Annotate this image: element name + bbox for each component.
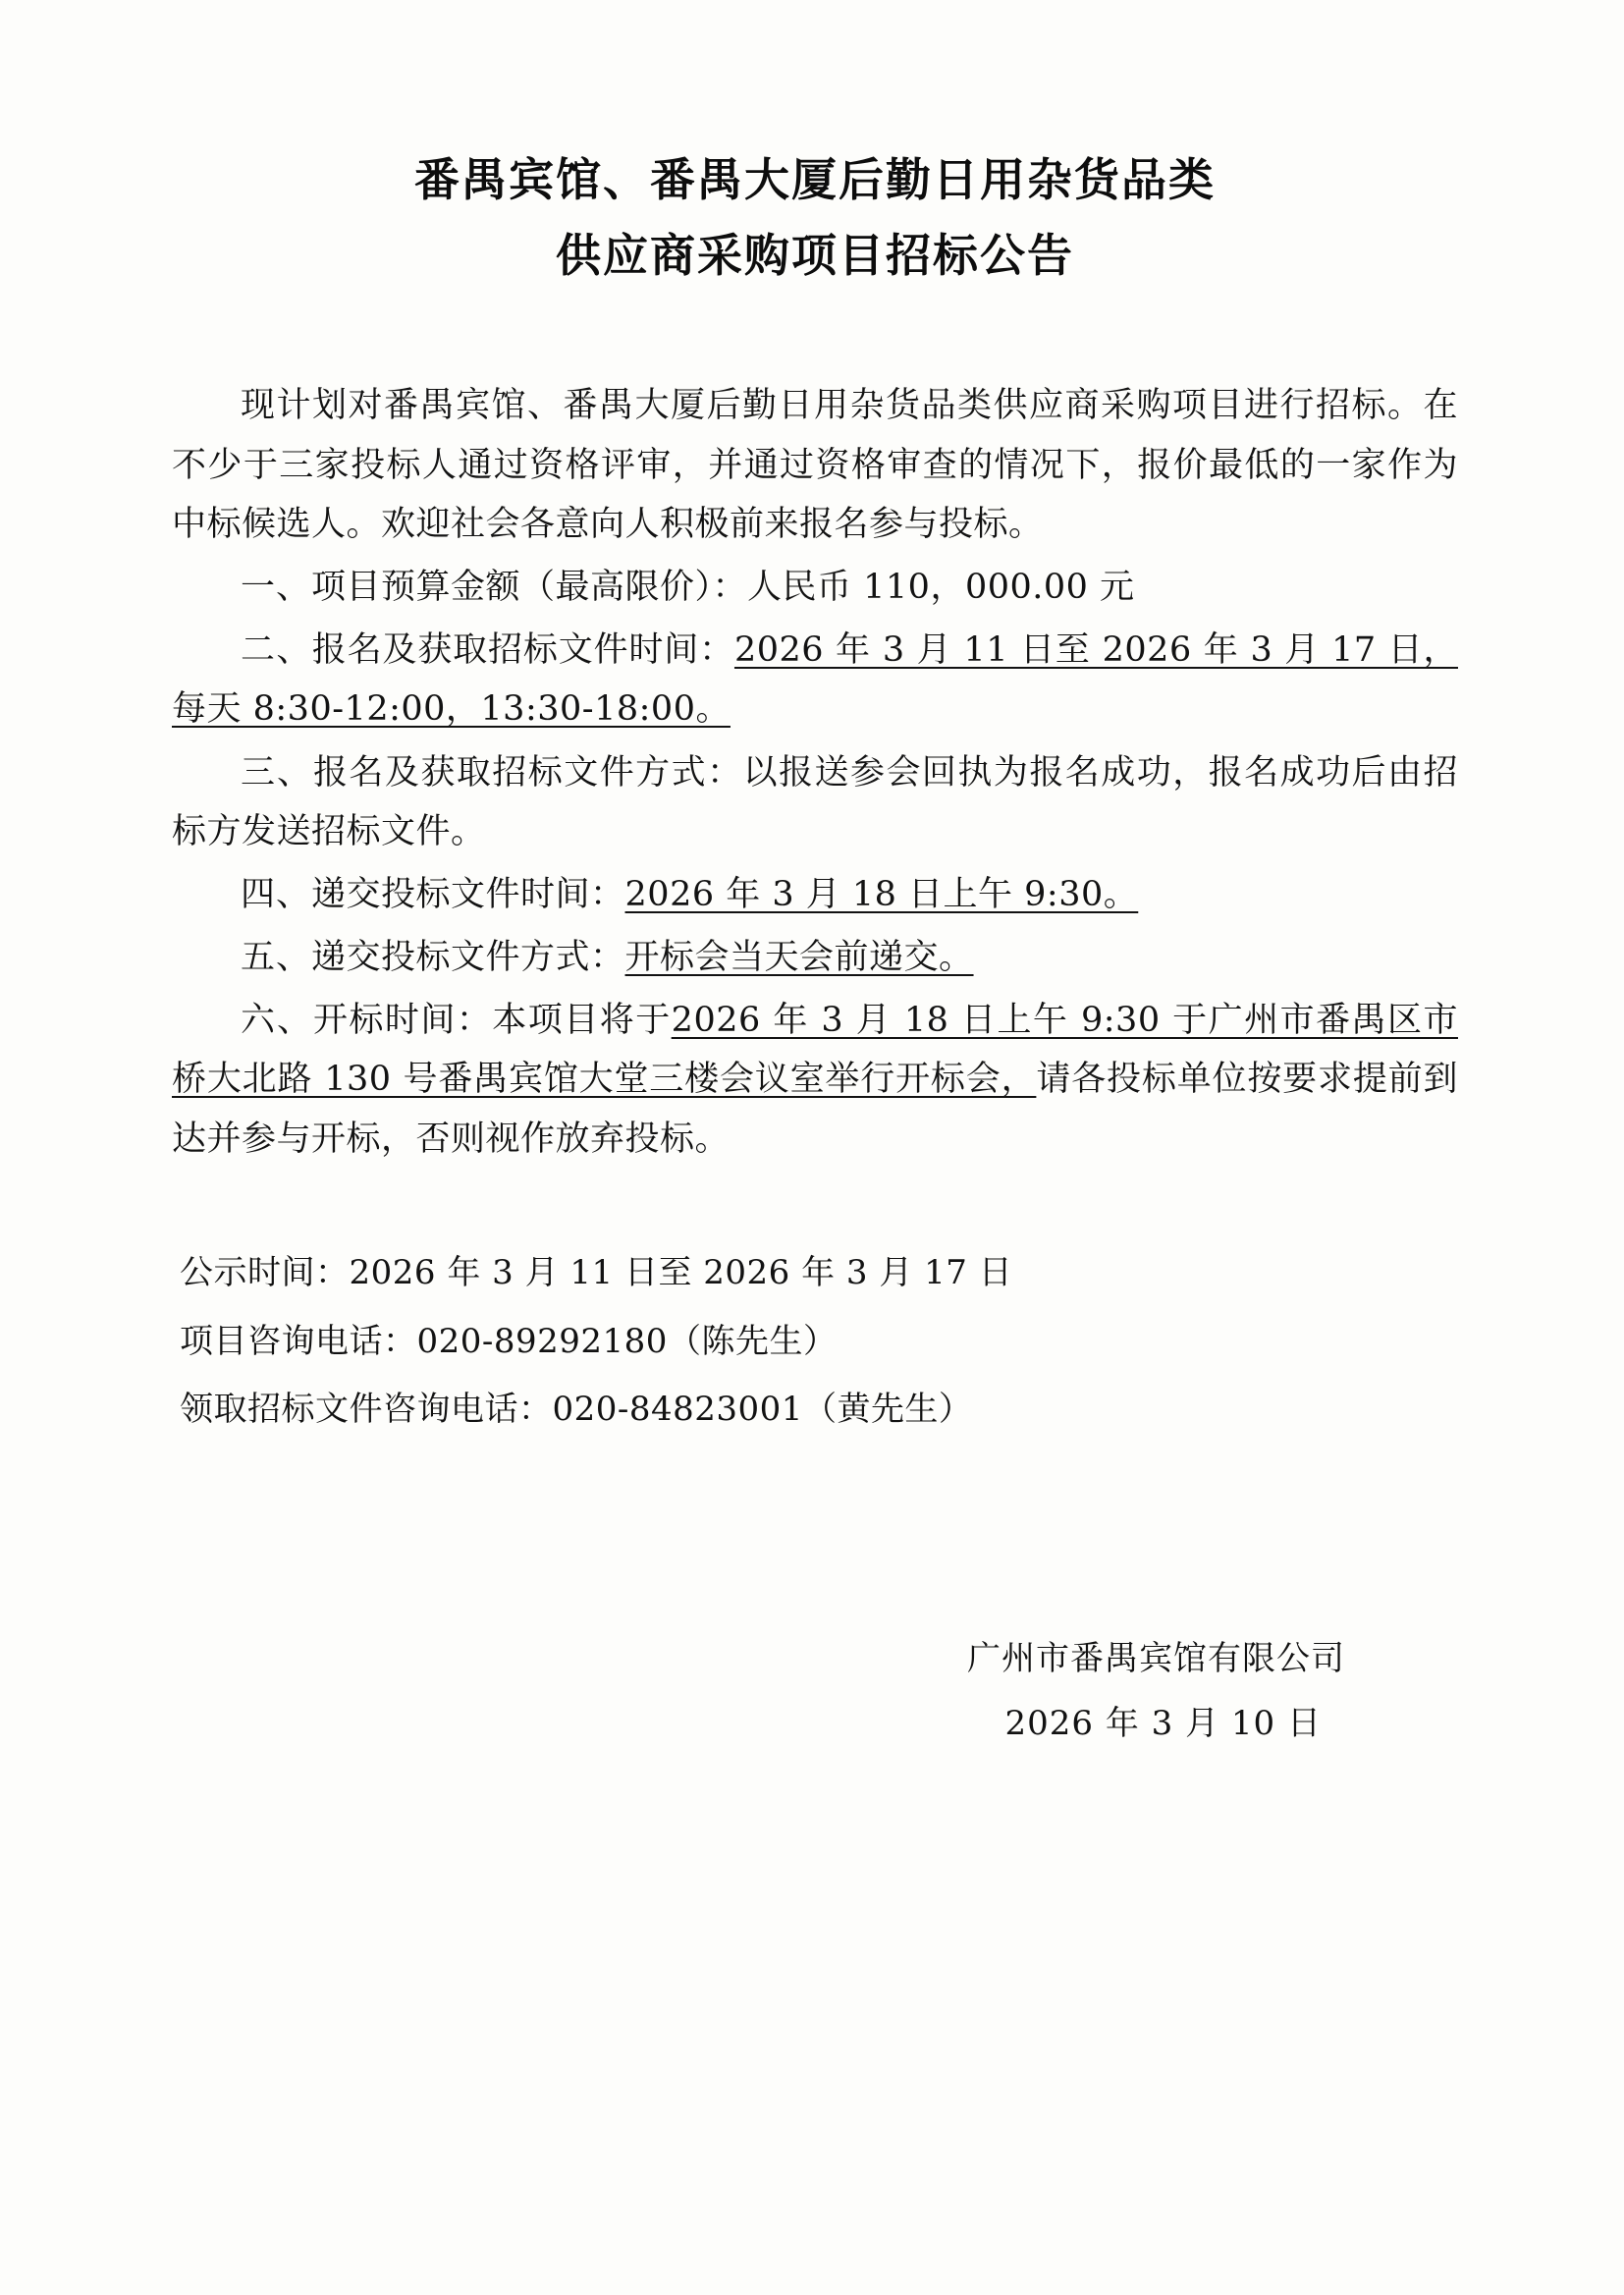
clause-3-text: 报名及获取招标文件方式：以报送参会回执为报名成功，报名成功后由招标方发送招标文件。 [172, 752, 1458, 851]
clause-item-1 [172, 558, 1458, 617]
clause-item-5 [172, 928, 1458, 987]
contact-block [172, 1239, 1458, 1445]
signature-block [172, 1626, 1458, 1757]
document-body [172, 147, 1458, 1756]
clause-6-text-after: 请各投标单位按要求提前到达并参与开标，否则视作放弃投标。 [172, 1060, 1458, 1159]
clause-6-text: 开标时间：本项目将于 [312, 1001, 672, 1041]
clause-item-2 [172, 621, 1458, 738]
clause-3-label: 三、 [241, 752, 313, 792]
clause-1-label: 一、 [241, 567, 312, 607]
clause-2-underlined: 2026 年 3 月 11 日至 2026 年 3 月 17 日，每天 8:30-12:00，13:30-18:00。 [172, 630, 1458, 730]
document-content [172, 376, 1458, 1756]
clause-1-text: 项目预算金额（最高限价）：人民币 110，000.00 元 [311, 567, 1135, 607]
clause-5-label: 五、 [241, 938, 312, 978]
page-title-line-2: 供应商采购项目招标公告 [556, 228, 1074, 282]
page-title-line-1: 番禺宾馆、番禺大厦后勤日用杂货品类 [414, 153, 1216, 206]
clause-4-text: 递交投标文件时间： [311, 874, 625, 914]
notice-period: 公示时间：2026 年 3 月 11 日至 2026 年 3 月 17 日 [180, 1252, 1013, 1292]
clause-item-4 [172, 865, 1458, 924]
clause-2-label: 二、 [241, 630, 312, 671]
clause-4-label: 四、 [241, 874, 312, 914]
clause-5-underlined: 开标会当天会前递交。 [624, 938, 974, 978]
project-phone: 项目咨询电话：020-89292180（陈先生） [180, 1321, 838, 1361]
issuer-name: 广州市番禺宾馆有限公司 [967, 1638, 1345, 1678]
document-phone: 领取招标文件咨询电话：020-84823001（黄先生） [180, 1390, 973, 1430]
issue-date: 2026 年 3 月 10 日 [1004, 1704, 1322, 1744]
clause-item-6 [172, 991, 1458, 1169]
clause-item-3 [172, 743, 1458, 861]
clause-5-text: 递交投标文件方式： [311, 938, 625, 978]
page-title [172, 147, 1458, 288]
clause-6-underlined: 2026 年 3 月 18 日上午 9:30 于广州市番禺区市桥大北路 130 号番禺宾馆大堂三楼会议室举行开标会， [172, 1001, 1458, 1100]
clause-4-underlined: 2026 年 3 月 18 日上午 9:30。 [624, 874, 1139, 914]
clause-6-label: 六、 [241, 1001, 313, 1041]
clause-2-text: 报名及获取招标文件时间： [311, 630, 734, 671]
intro-paragraph: 现计划对番禺宾馆、番禺大厦后勤日用杂货品类供应商采购项目进行招标。在不少于三家投标人通过资格评审，并通过资格审查的情况下，报价最低的一家作为中标候选人。欢迎社会各意向人积极前来报名参与投标。 [172, 386, 1458, 544]
